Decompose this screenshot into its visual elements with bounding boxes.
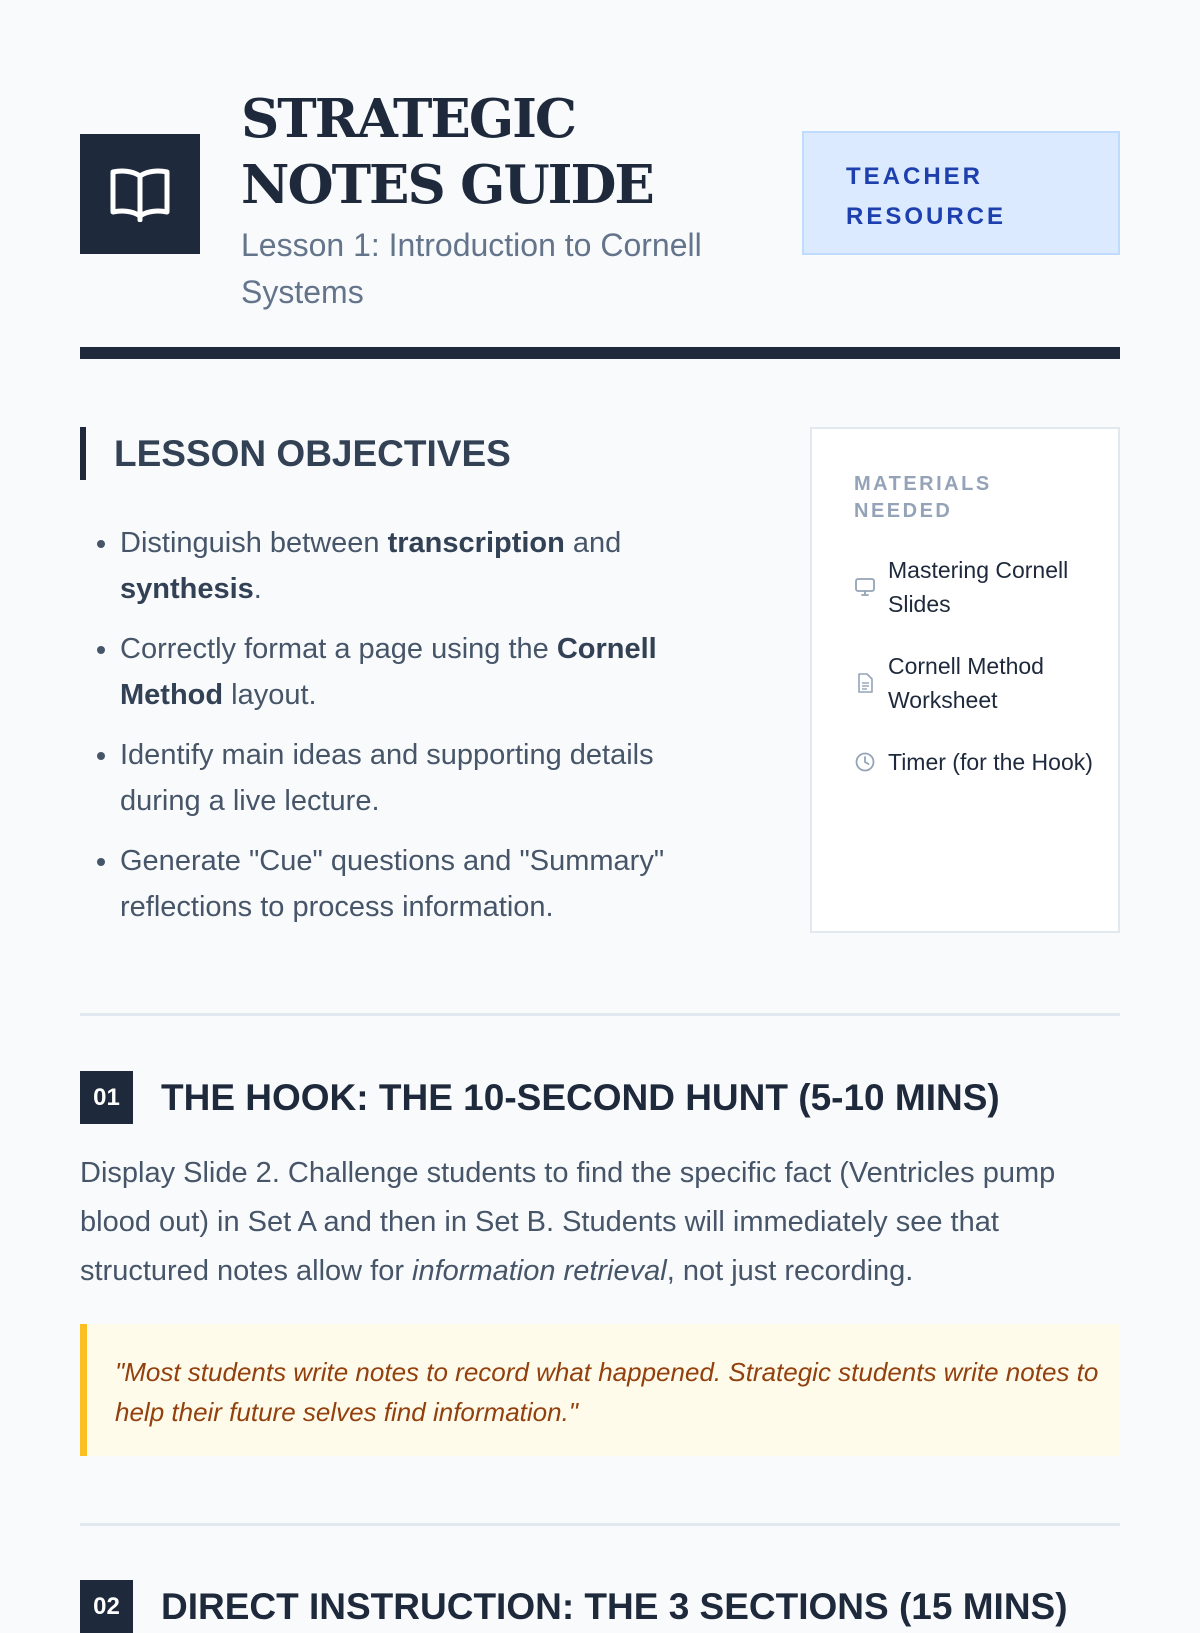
objective-item — [120, 520, 740, 612]
step-title: DIRECT INSTRUCTION: THE 3 SECTIONS (15 MINS) — [161, 1586, 1068, 1627]
objectives-list — [80, 520, 740, 930]
materials-title — [854, 471, 1098, 525]
badge-line: TEACHER — [846, 163, 984, 190]
step-number: 01 — [80, 1071, 133, 1124]
objective-text: and — [564, 527, 622, 559]
objective-text: Correctly format a page using the — [120, 633, 557, 665]
logo — [80, 134, 200, 254]
objective-item — [120, 626, 740, 718]
step-body-emphasis: information retrieval — [412, 1255, 667, 1287]
section-divider — [80, 1013, 1120, 1016]
step-body-text: Display Slide 2. Challenge students to find the specific fact (Ventricles pump blood out) in Set A and then in Set B. Students will immediately see that structured notes allow for — [80, 1157, 1056, 1287]
materials-title-line: MATERIALS — [854, 473, 992, 495]
materials-card — [810, 427, 1120, 933]
lesson-objectives-section — [80, 427, 740, 944]
step-title: THE HOOK: THE 10-SECOND HUNT (5-10 MINS) — [161, 1077, 1000, 1118]
section-divider — [80, 1523, 1120, 1526]
objective-text: Distinguish between — [120, 527, 388, 559]
objective-item: • Generate "Cue" questions and "Summary" reflections to process information. — [120, 838, 740, 930]
clock-icon — [854, 751, 876, 773]
step-body-text: , not just recording. — [666, 1255, 914, 1287]
header-divider — [80, 347, 1120, 359]
step-quote: "Most students write notes to record what happened. Strategic students write notes to help their future selves find information." — [80, 1324, 1120, 1456]
material-item — [854, 553, 1098, 621]
badge-line: RESOURCE — [846, 203, 1007, 230]
material-item — [854, 745, 1098, 779]
objective-text: layout. — [223, 679, 317, 711]
page-header — [80, 86, 1120, 312]
objective-keyword: synthesis — [120, 573, 254, 605]
page-title: STRATEGIC NOTES GUIDE — [241, 88, 653, 216]
materials-title-line: NEEDED — [854, 500, 953, 522]
open-book-icon — [109, 166, 171, 222]
monitor-icon — [854, 576, 876, 598]
step-number: 02 — [80, 1580, 133, 1633]
objective-keyword: Cornell Method — [120, 633, 657, 711]
section-heading: LESSON OBJECTIVES — [80, 427, 740, 480]
objective-keyword: transcription — [387, 527, 565, 559]
material-label: Cornell Method Worksheet — [888, 653, 1044, 713]
material-item — [854, 649, 1098, 717]
document-icon — [854, 672, 876, 694]
teacher-resource-badge — [802, 131, 1120, 255]
material-label: Timer (for the Hook) — [888, 749, 1093, 775]
material-label: Mastering Cornell Slides — [888, 557, 1069, 617]
objective-text: . — [253, 573, 262, 605]
objective-item: • Identify main ideas and supporting details during a live lecture. — [120, 732, 740, 824]
step-body — [80, 1149, 1120, 1296]
page-subtitle: Lesson 1: Introduction to Cornell Systems — [241, 227, 702, 310]
